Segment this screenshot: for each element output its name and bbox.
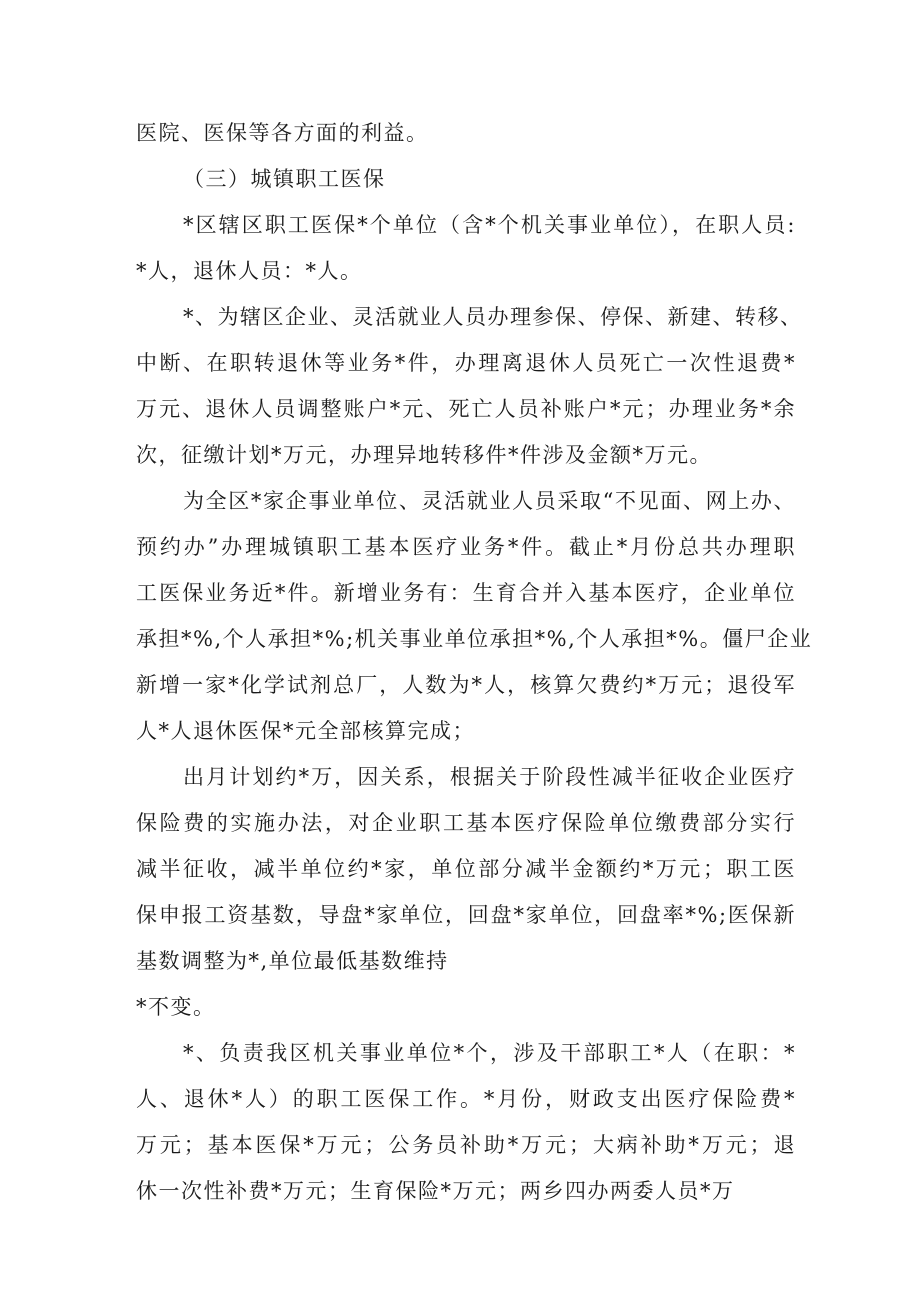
- paragraph-line: 出月计划约*万，因关系，根据关于阶段性减半征收企业医疗: [183, 765, 796, 789]
- paragraph-line: 工医保业务近*件。新增业务有：生育合并入基本医疗，企业单位: [136, 581, 796, 605]
- paragraph-line: 保申报工资基数，导盘*家单位，回盘*家单位，回盘率*%;医保新: [136, 903, 796, 927]
- paragraph-line: 基数调整为*,单位最低基数维持: [136, 949, 449, 973]
- paragraph-line: 为全区*家企事业单位、灵活就业人员采取“不见面、网上办、: [183, 489, 796, 513]
- paragraph-line: *区辖区职工医保*个单位（含*个机关事业单位），在职人员:: [183, 213, 796, 237]
- paragraph-line: 保险费的实施办法，对企业职工基本医疗保险单位缴费部分实行: [136, 811, 796, 835]
- paragraph-line: 休一次性补费*万元；生育保险*万元；两乡四办两委人员*万: [136, 1179, 735, 1203]
- paragraph-line: 预约办”办理城镇职工基本医疗业务*件。截止*月份总共办理职: [136, 535, 796, 559]
- paragraph-line: 减半征收，减半单位约*家，单位部分减半金额约*万元；职工医: [136, 857, 796, 881]
- paragraph-line: 人*人退休医保*元全部核算完成；: [136, 719, 475, 743]
- paragraph-line: *、负责我区机关事业单位*个，涉及干部职工*人（在职：*: [183, 1041, 796, 1065]
- paragraph-line: *、为辖区企业、灵活就业人员办理参保、停保、新建、转移、: [183, 305, 803, 329]
- paragraph-line: 承担*%,个人承担*%;机关事业单位承担*%,个人承担*%。僵尸企业: [136, 627, 813, 651]
- paragraph-line: 新增一家*化学试剂总厂，人数为*人，核算欠费约*万元；退役军: [136, 673, 796, 697]
- paragraph-line: 万元；基本医保*万元；公务员补助*万元；大病补助*万元；退: [136, 1133, 796, 1157]
- paragraph-line: 万元、退休人员调整账户*元、死亡人员补账户*元；办理业务*余: [136, 397, 796, 421]
- paragraph-line: 医院、医保等各方面的利益。: [136, 121, 429, 145]
- paragraph-line: 人、退休*人）的职工医保工作。*月份，财政支出医疗保险费*: [136, 1087, 796, 1111]
- paragraph-line: *人，退休人员：*人。: [136, 259, 363, 283]
- paragraph-line: 次，征缴计划*万元，办理异地转移件*件涉及金额*万元。: [136, 443, 712, 467]
- paragraph-line: *不变。: [136, 995, 216, 1019]
- paragraph-line: 中断、在职转退休等业务*件，办理离退休人员死亡一次性退费*: [136, 351, 796, 375]
- section-heading: （三）城镇职工医保: [183, 167, 386, 191]
